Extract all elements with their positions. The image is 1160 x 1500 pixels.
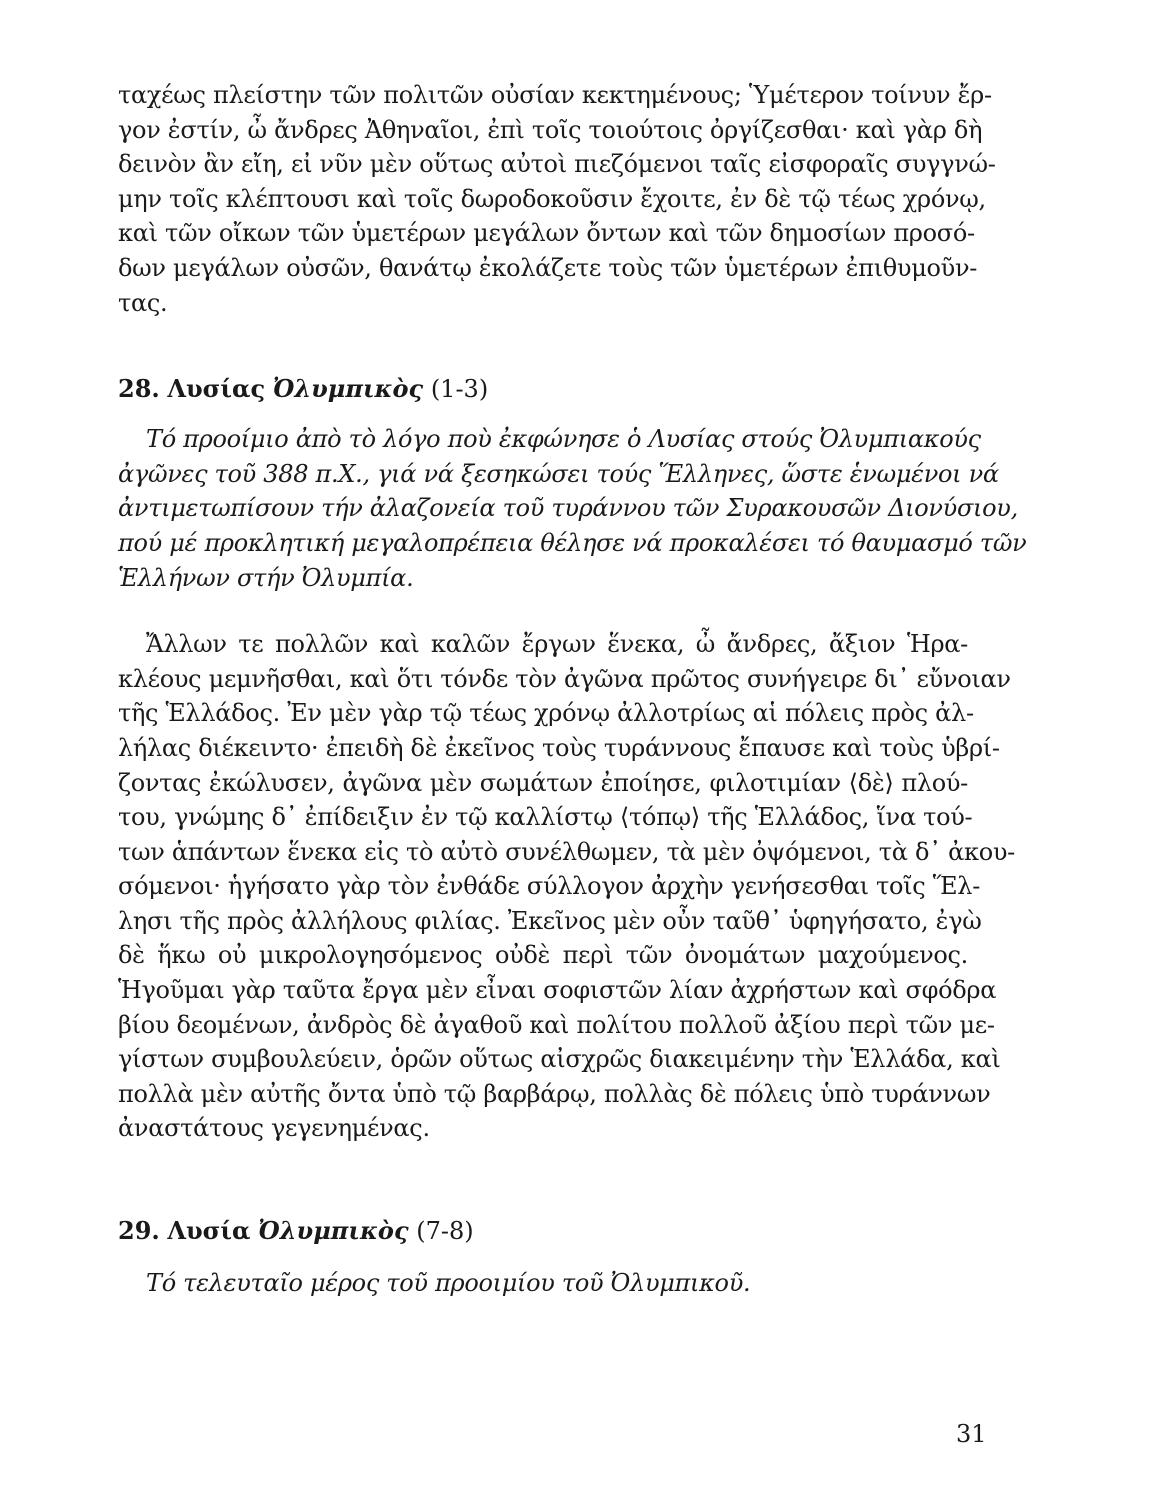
text-line: δων μεγάλων οὐσῶν, θανάτῳ ἐκολάζετε τοὺς τῶν ὑμετέρων ἐπιθυμοῦν- [118,253,978,282]
section-range: (7-8) [416,1217,474,1246]
text-line: σόμενοι· ἡγήσατο γὰρ τὸν ἐνθάδε σύλλογον ἀρχὴν γενήσεσθαι τοῖς Ἕλ- [118,872,981,901]
text-line: κλέους μεμνῆσθαι, καὶ ὅτι τόνδε τὸν ἀγῶνα πρῶτος συνήγειρε δι᾽ εὔνοιαν [118,664,1011,693]
text-line: Ἡγοῦμαι γὰρ ταῦτα ἔργα μὲν εἶναι σοφιστῶν λίαν ἀχρήστων καὶ σφόδρα [118,976,997,1005]
text-line: δεινὸν ἂν εἴη, εἰ νῦν μὲν οὕτως αὐτοὶ πιεζόμενοι ταῖς εἰσφοραῖς συγγνώ- [118,150,996,179]
passage-top [118,78,996,320]
section-number: 29. [118,1216,160,1246]
text-line: γίστων συμβουλεύειν, ὁρῶν οὕτως αἰσχρῶς διακειμένην τὴν Ἑλλάδα, καὶ [118,1045,1001,1074]
text-line: τας. [118,288,168,317]
text-line: γον ἐστίν, ὦ ἄνδρες Ἀθηναῖοι, ἐπὶ τοῖς τοιούτοις ὀργίζεσθαι· καὶ γὰρ δὴ [118,115,983,144]
section-author: Λυσίας [167,374,266,404]
text-line: καὶ τῶν οἴκων τῶν ὑμετέρων μεγάλων ὄντων καὶ τῶν δημοσίων προσό- [118,219,975,248]
text-line: ζοντας ἐκώλυσεν, ἀγῶνα μὲν σωμάτων ἐποίησε, φιλοτιμίαν ⟨δὲ⟩ πλού- [118,768,968,797]
section-29-heading [118,1214,968,1248]
intro-line: ἀγῶνες τοῦ 388 π.Χ., γιά νά ξεσηκώσει τούς Ἕλληνες, ὥστε ἑνωμένοι νά [118,459,999,488]
intro-line: Τό προοίμιο ἀπὸ τὸ λόγο ποὺ ἐκφώνησε ὁ Λυσίας στούς Ὀλυμπιακούς [146,425,981,454]
text-line: τῆς Ἑλλάδος. Ἐν μὲν γὰρ τῷ τέως χρόνῳ ἀλλοτρίως αἱ πόλεις πρὸς ἀλ- [118,699,974,728]
section-author: Λυσία [167,1216,251,1246]
section-28-heading [118,372,968,406]
text-line: των ἁπάντων ἕνεκα εἰς τὸ αὐτὸ συνέλθωμεν, τὰ μὲν ὀψόμενοι, τὰ δ᾽ ἀκου- [118,837,1015,866]
section-work-title: Ὀλυμπικὸς [258,1216,409,1246]
page-body [118,78,1027,1301]
intro-line: ἀντιμετωπίσουν τήν ἀλαζονεία τοῦ τυράννου τῶν Συρακουσῶν Διονύσιου, [118,494,1018,523]
intro-line: πού μέ προκλητική μεγαλοπρέπεια θέλησε νά προκαλέσει τό θαυμασμό τῶν [118,528,1027,557]
text-line: βίου δεομένων, ἀνδρὸς δὲ ἀγαθοῦ καὶ πολίτου πολλοῦ ἀξίου περὶ τῶν με- [118,1010,995,1039]
intro-line: Τό τελευταῖο μέρος τοῦ προοιμίου τοῦ Ὀλυμπικοῦ. [146,1269,751,1298]
text-line: λησι τῆς πρὸς ἀλλήλους φιλίας. Ἐκεῖνος μὲν οὖν ταῦθ᾽ ὑφηγήσατο, ἐγὼ [118,906,982,935]
section-range: (1-3) [430,375,489,404]
section-28-intro [118,422,1027,595]
text-line: του, γνώμης δ᾽ ἐπίδειξιν ἐν τῷ καλλίστῳ ⟨τόπῳ⟩ τῆς Ἑλλάδος, ἵνα τού- [118,803,973,832]
text-line: Ἄλλων τε πολλῶν καὶ καλῶν ἔργων ἕνεκα, ὦ ἄνδρες, ἄξιον Ἡρα- [146,630,968,659]
text-line: μην τοῖς κλέπτουσι καὶ τοῖς δωροδοκοῦσιν ἔχοιτε, ἐν δὲ τῷ τέως χρόνῳ, [118,184,986,213]
text-line: λήλας διέκειντο· ἐπειδὴ δὲ ἐκεῖνος τοὺς τυράννους ἔπαυσε καὶ τοὺς ὑβρί- [118,733,1000,762]
section-work-title: Ὀλυμπικὸς [272,374,424,404]
text-line: δὲ ἥκω οὐ μικρολογησόμενος οὐδὲ περὶ τῶν ὀνομάτων μαχούμενος. [118,941,968,970]
section-28-text [118,627,1015,1146]
intro-line: Ἑλλήνων στήν Ὀλυμπία. [118,563,414,592]
section-number: 28. [118,374,160,404]
text-line: ταχέως πλείστην τῶν πολιτῶν οὐσίαν κεκτημένους; Ὑμέτερον τοίνυν ἔρ- [118,81,992,109]
page-number: 31 [956,1420,987,1448]
text-line: ἀναστάτους γεγενημένας. [118,1114,430,1143]
text-line: πολλὰ μὲν αὐτῆς ὄντα ὑπὸ τῷ βαρβάρῳ, πολλὰς δὲ πόλεις ὑπὸ τυράννων [118,1079,991,1108]
section-29-intro [118,1266,968,1301]
